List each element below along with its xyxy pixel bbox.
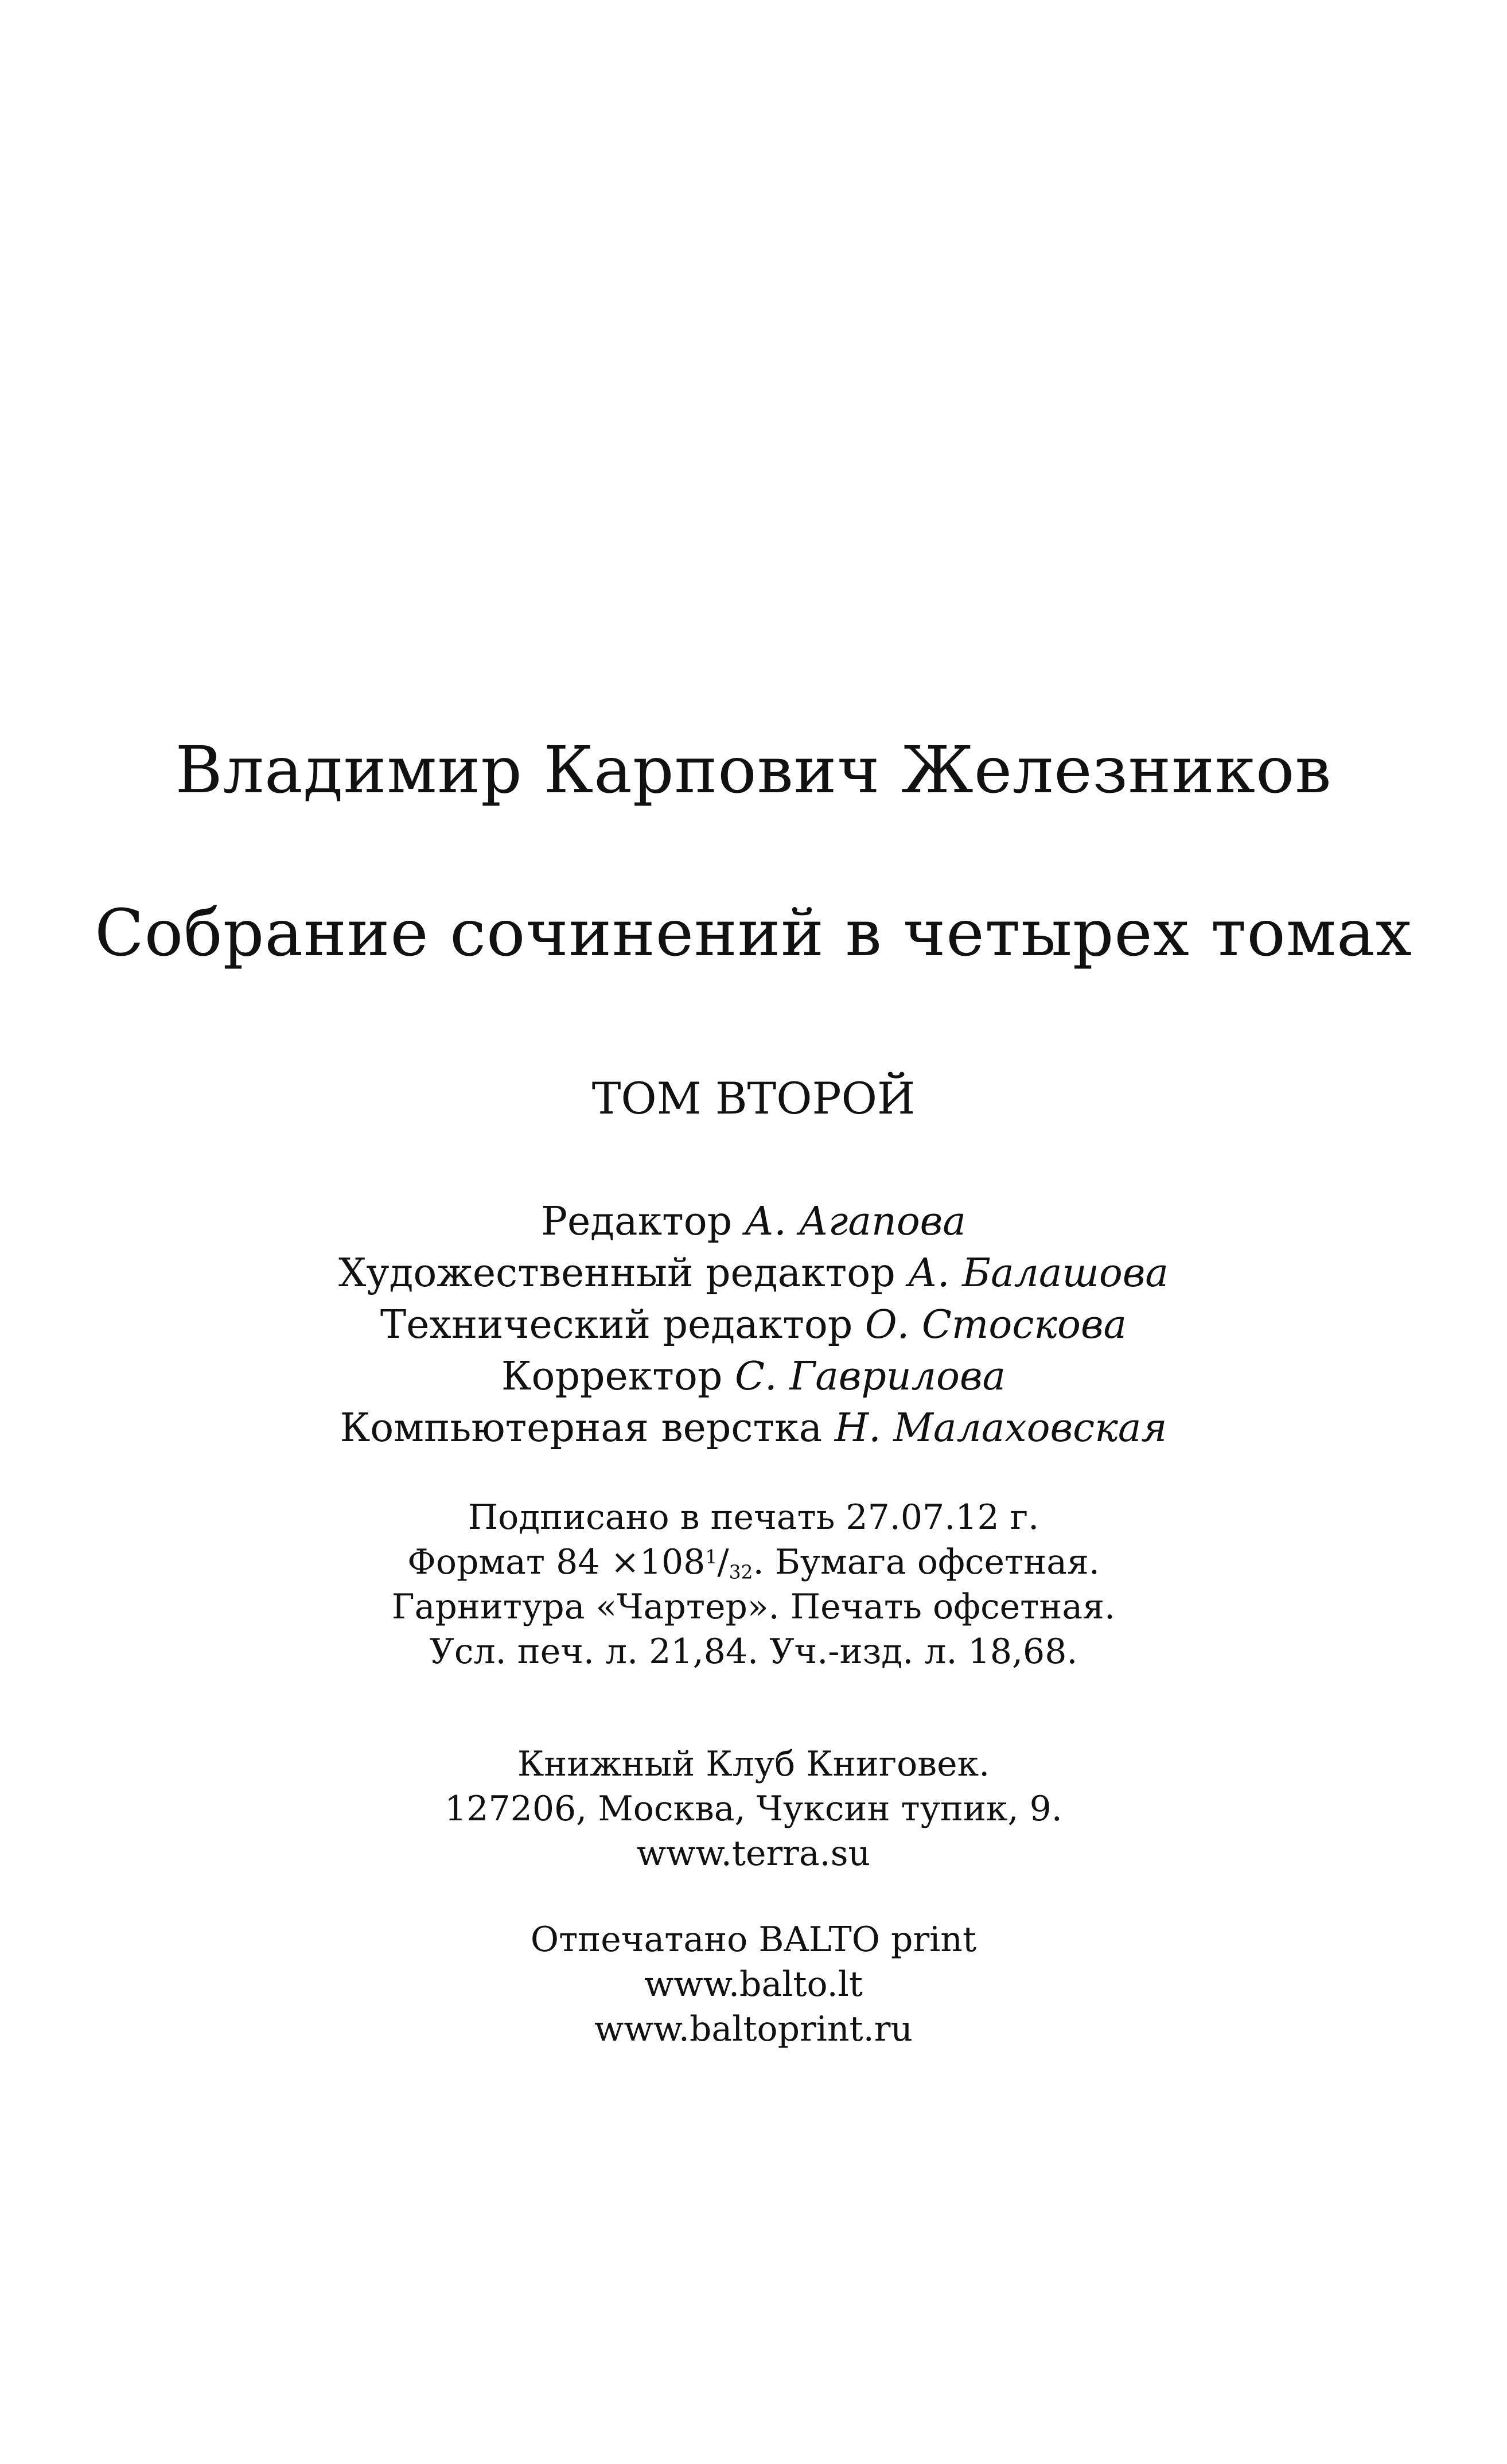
print-signed: Подписано в печать 27.07.12 г. — [468, 1497, 1039, 1537]
credit-person: А. Балашова — [908, 1251, 1169, 1296]
credit-person: Н. Малаховская — [834, 1406, 1167, 1451]
credit-proofreader — [0, 1354, 1507, 1399]
credit-art-editor — [0, 1251, 1507, 1296]
format-numerator: 1 — [705, 1545, 718, 1568]
credit-person: О. Стоскова — [865, 1302, 1127, 1348]
publisher-url: www.terra.su — [636, 1834, 871, 1874]
author-name: Владимир Карпович Железников — [175, 733, 1332, 808]
format-denominator: 32 — [729, 1560, 753, 1583]
credit-technical-editor — [0, 1302, 1507, 1348]
credit-role: Технический редактор — [380, 1302, 853, 1348]
credit-role: Компьютерная верстка — [340, 1406, 823, 1451]
print-typeface: Гарнитура «Чартер». Печать офсетная. — [391, 1587, 1116, 1627]
credit-person: С. Гаврилова — [735, 1354, 1006, 1399]
format-suffix: . Бумага офсетная. — [753, 1542, 1100, 1582]
printer-url-1: www.balto.lt — [644, 1964, 863, 2004]
credit-role: Редактор — [541, 1199, 733, 1244]
collection-title: Собрание сочинений в четырех томах — [95, 896, 1412, 971]
volume-title: ТОМ ВТОРОЙ — [591, 1073, 916, 1124]
credit-role: Художественный редактор — [338, 1251, 895, 1296]
format-prefix: Формат 84 ×108 — [407, 1542, 706, 1582]
credit-person: А. Агапова — [744, 1199, 966, 1244]
printer-url-2: www.baltoprint.ru — [594, 2009, 913, 2049]
print-format: Формат $84 \times 108^1/_{32}$. Бумага офсетная. — [407, 1542, 1100, 1583]
credit-role: Корректор — [501, 1354, 723, 1399]
publisher-name: Книжный Клуб Книговек. — [517, 1744, 990, 1784]
credit-editor — [0, 1199, 1507, 1244]
credit-layout — [0, 1406, 1507, 1451]
print-sheets: Усл. печ. л. 21,84. Уч.-изд. л. 18,68. — [429, 1632, 1078, 1672]
publisher-address: 127206, Москва, Чуксин тупик, 9. — [445, 1789, 1062, 1829]
printer-name: Отпечатано BALTO print — [530, 1920, 977, 1960]
